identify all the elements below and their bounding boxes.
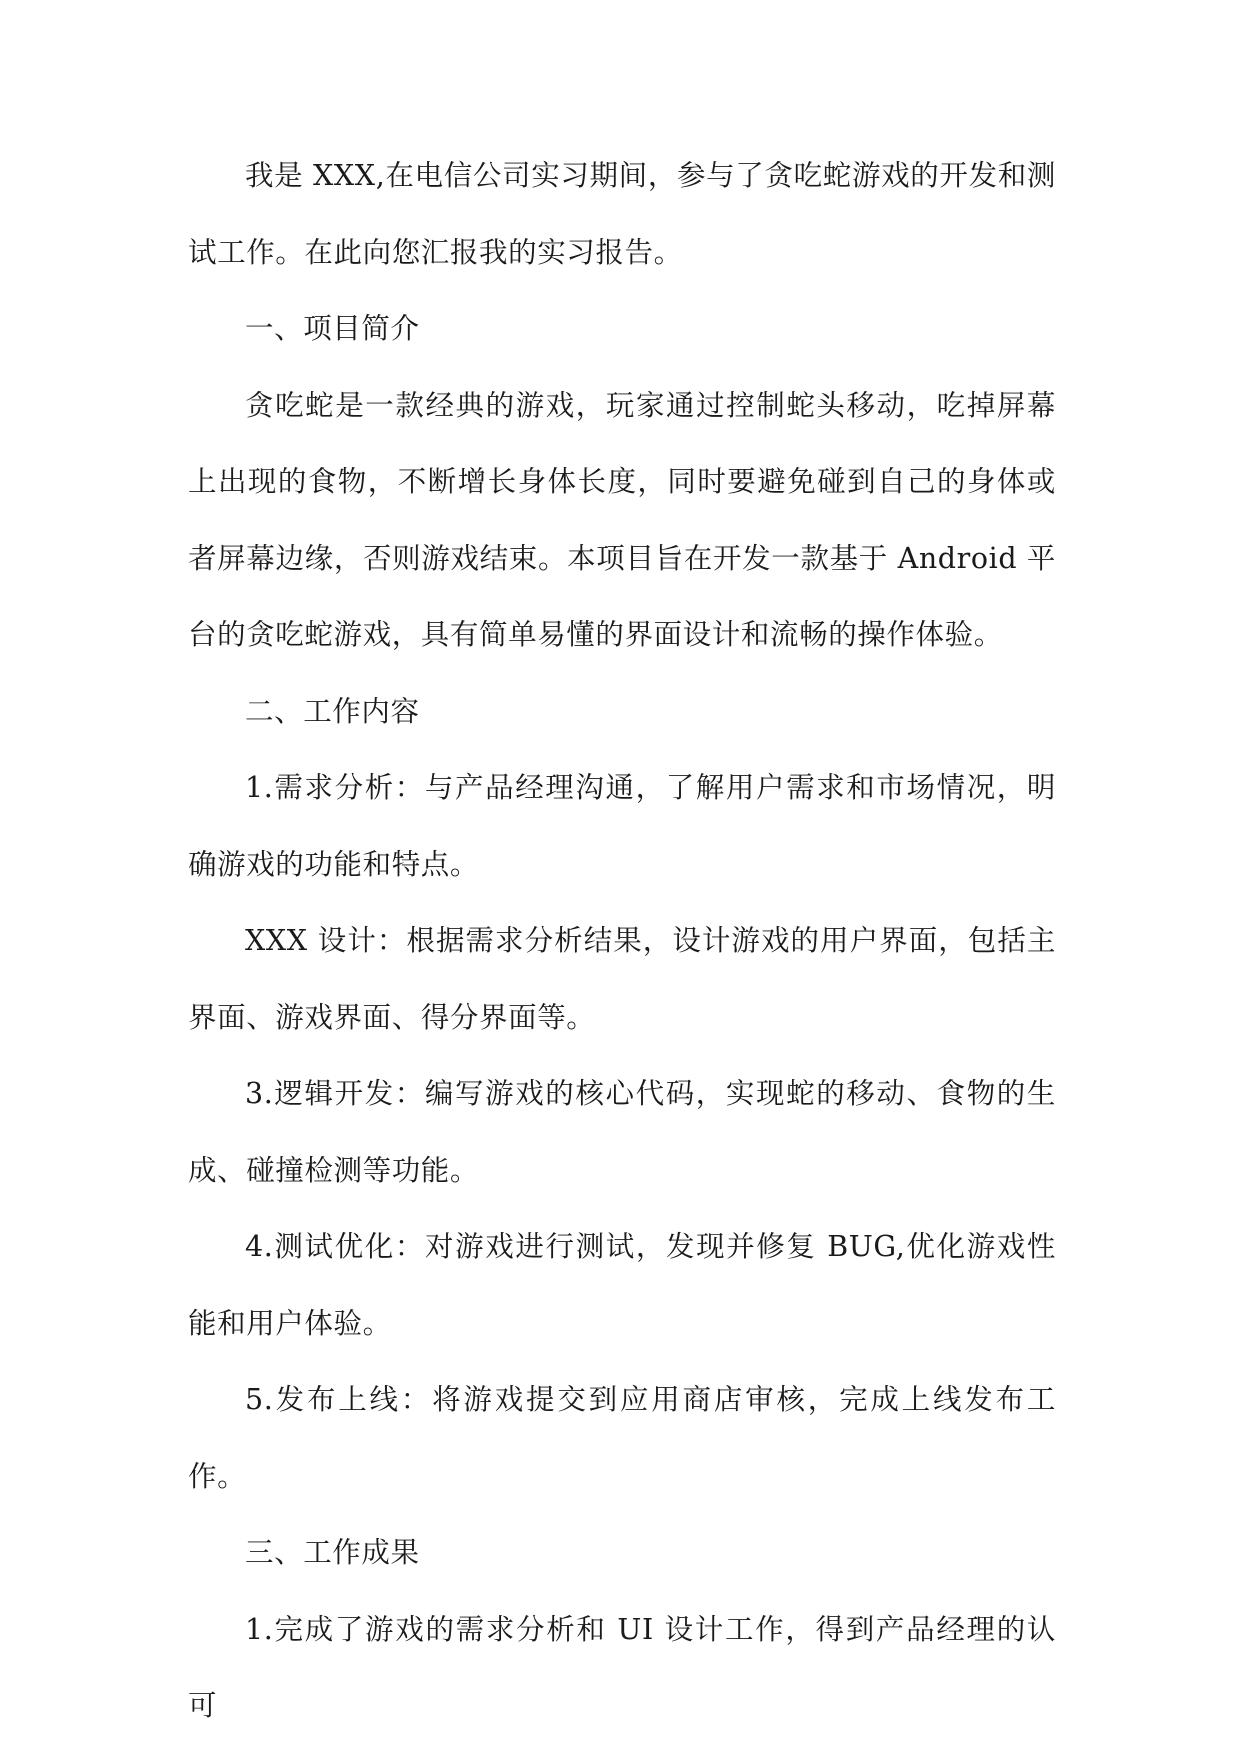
work-item-3: 3.逻辑开发：编写游戏的核心代码，实现蛇的移动、食物的生成、碰撞检测等功能。 — [188, 1077, 1056, 1187]
result-item-1: 1.完成了游戏的需求分析和 UI 设计工作，得到产品经理的认可 — [188, 1612, 1056, 1722]
work-item-4: 4.测试优化：对游戏进行测试，发现并修复 BUG,优化游戏性能和用户体验。 — [188, 1230, 1056, 1340]
document-body — [188, 138, 1056, 1745]
section-heading-1: 一、项目简介 — [245, 312, 420, 345]
project-intro-paragraph: 贪吃蛇是一款经典的游戏，玩家通过控制蛇头移动，吃掉屏幕上出现的食物，不断增长身体长度，同时要避免碰到自己的身体或者屏幕边缘，否则游戏结束。本项目旨在开发一款基于 Android 平台的贪吃蛇游戏，具有简单易懂的界面设计和流畅的操作体验。 — [188, 388, 1056, 651]
work-item-1: 1.需求分析：与产品经理沟通，了解用户需求和市场情况，明确游戏的功能和特点。 — [188, 771, 1056, 881]
work-item-2: XXX 设计：根据需求分析结果，设计游戏的用户界面，包括主界面、游戏界面、得分界面等。 — [188, 924, 1056, 1034]
work-item-5: 5.发布上线：将游戏提交到应用商店审核，完成上线发布工作。 — [188, 1383, 1056, 1493]
section-heading-2: 二、工作内容 — [245, 694, 420, 728]
intro-paragraph: 我是 XXX,在电信公司实习期间，参与了贪吃蛇游戏的开发和测试工作。在此向您汇报我的实习报告。 — [188, 159, 1056, 269]
section-heading-3: 三、工作成果 — [245, 1536, 420, 1569]
